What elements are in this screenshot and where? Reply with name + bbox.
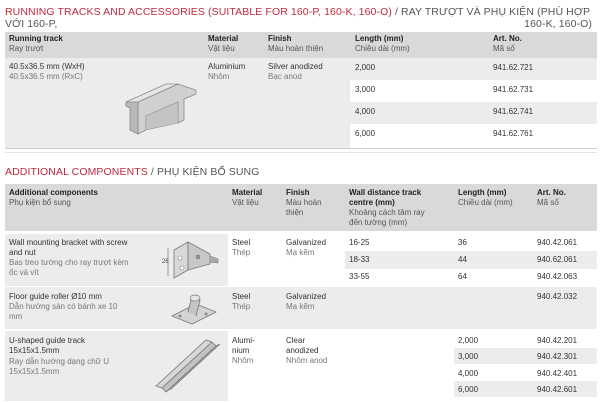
length-cell: 2,000 — [355, 63, 376, 72]
section2-title — [5, 166, 260, 178]
floor-guide-roller-icon — [166, 290, 222, 328]
u-shaped-guide-track-icon — [150, 334, 224, 398]
track-dimension: 40.5x36.5 mm (WxH) — [9, 62, 85, 71]
art-no-cell: 940.42.032 — [537, 292, 578, 301]
uchannel-finish: Clear anodized Nhôm anod — [286, 336, 328, 365]
header-art-no: Art. No. Mã số — [537, 188, 566, 207]
svg-text:26: 26 — [162, 259, 169, 265]
header-finish: Finish Màu hoàn thiện — [268, 34, 324, 53]
length-cell: 44 — [458, 255, 467, 264]
divider — [5, 152, 597, 153]
track-material: Aluminium — [208, 62, 246, 71]
distance-cell: 18-33 — [349, 255, 370, 264]
art-no-cell: 940.42.201 — [537, 336, 578, 345]
bracket-finish: Galvanized — [286, 238, 327, 247]
track-material-vi: Nhôm — [208, 72, 230, 81]
roller-material: Steel — [232, 292, 251, 301]
header-finish: Finish Màu hoàn thiện — [286, 188, 322, 217]
divider — [5, 148, 597, 149]
track-finish-vi: Bạc anod — [268, 72, 302, 81]
table-row — [350, 80, 597, 102]
table-row — [350, 58, 597, 80]
roller-finish: Galvanized — [286, 292, 327, 301]
roller-finish-vi: Mạ kẽm — [286, 302, 315, 311]
header-material: Material Vật liệu — [232, 188, 263, 207]
length-cell: 6,000 — [458, 385, 479, 394]
art-no-cell: 940.42.301 — [537, 352, 578, 361]
bracket-name-vi: Bas treo tường cho ray trượt kèm ốc và vít — [9, 258, 129, 277]
track-finish: Silver anodized — [268, 62, 323, 71]
length-cell: 4,000 — [355, 107, 376, 116]
art-no-cell: 940.42.401 — [537, 369, 578, 378]
bracket-name: Wall mounting bracket with screw and nut — [9, 238, 128, 257]
header-length: Length (mm) Chiều dài (mm) — [355, 34, 410, 53]
header-material: Material Vật liệu — [208, 34, 239, 53]
header-art-no: Art. No. Mã số — [493, 34, 522, 53]
distance-cell: 16-25 — [349, 238, 370, 247]
length-cell: 36 — [458, 238, 467, 247]
bracket-material-vi: Thép — [232, 248, 251, 257]
header-running-track: Running track Ray trượt — [9, 34, 63, 53]
track-dimension-vi: 40.5x36.5 mm (RxC) — [9, 72, 83, 81]
roller-material-vi: Thép — [232, 302, 251, 311]
art-no-cell: 941.62.761 — [493, 129, 534, 138]
header-additional-components: Additional components Phụ kiện bổ sung — [9, 188, 98, 207]
uchannel-name: U-shaped guide track 15x15x1.5mm — [9, 336, 86, 355]
length-cell: 3,000 — [458, 352, 479, 361]
art-no-cell: 940.42.063 — [537, 272, 578, 281]
section1-title-vi-cont: 160-K, 160-O) — [524, 18, 592, 30]
art-no-cell: 941.62.731 — [493, 85, 534, 94]
bracket-material: Steel — [232, 238, 251, 247]
header-wall-distance: Wall distance track centre (mm) Khoảng cách tâm ray đến tường (mm) — [349, 188, 425, 227]
length-cell: 64 — [458, 272, 467, 281]
art-no-cell: 940.42.061 — [537, 238, 578, 247]
art-no-cell: 940.42.601 — [537, 385, 578, 394]
art-no-cell: 941.62.721 — [493, 63, 534, 72]
section1-title-en: RUNNING TRACKS AND ACCESSORIES (SUITABLE FOR 160-P, 160-K, 160-O) — [5, 6, 392, 18]
length-cell: 2,000 — [458, 336, 479, 345]
section2-title-vi: / PHỤ KIỆN BỔ SUNG — [147, 166, 260, 178]
table-row — [350, 124, 597, 146]
section1-title — [5, 6, 595, 30]
distance-cell: 33-55 — [349, 272, 370, 281]
art-no-cell: 940.62.061 — [537, 255, 578, 264]
section1-title-vi: / RAY TRƯỢT VÀ PHỤ KIỆN (PHÙ HỢP VỚI 160-P, — [5, 6, 590, 30]
length-cell: 6,000 — [355, 129, 376, 138]
wall-bracket-icon — [160, 236, 222, 284]
bracket-finish-vi: Mạ kẽm — [286, 248, 315, 257]
uchannel-name-vi: Ray dẫn hướng dạng chữ U 15x15x1.5mm — [9, 357, 110, 376]
header-length: Length (mm) Chiều dài (mm) — [458, 188, 513, 207]
length-cell: 3,000 — [355, 85, 376, 94]
uchannel-material: Alumi- nium Nhôm — [232, 336, 255, 365]
art-no-cell: 941.62.741 — [493, 107, 534, 116]
running-track-icon — [118, 80, 200, 140]
roller-name-vi: Dẫn hướng sàn có bánh xe 10 mm — [9, 302, 118, 321]
table-row — [350, 102, 597, 124]
length-cell: 4,000 — [458, 369, 479, 378]
roller-name: Floor guide roller Ø10 mm — [9, 292, 102, 301]
section2-title-en: ADDITIONAL COMPONENTS — [5, 166, 148, 178]
